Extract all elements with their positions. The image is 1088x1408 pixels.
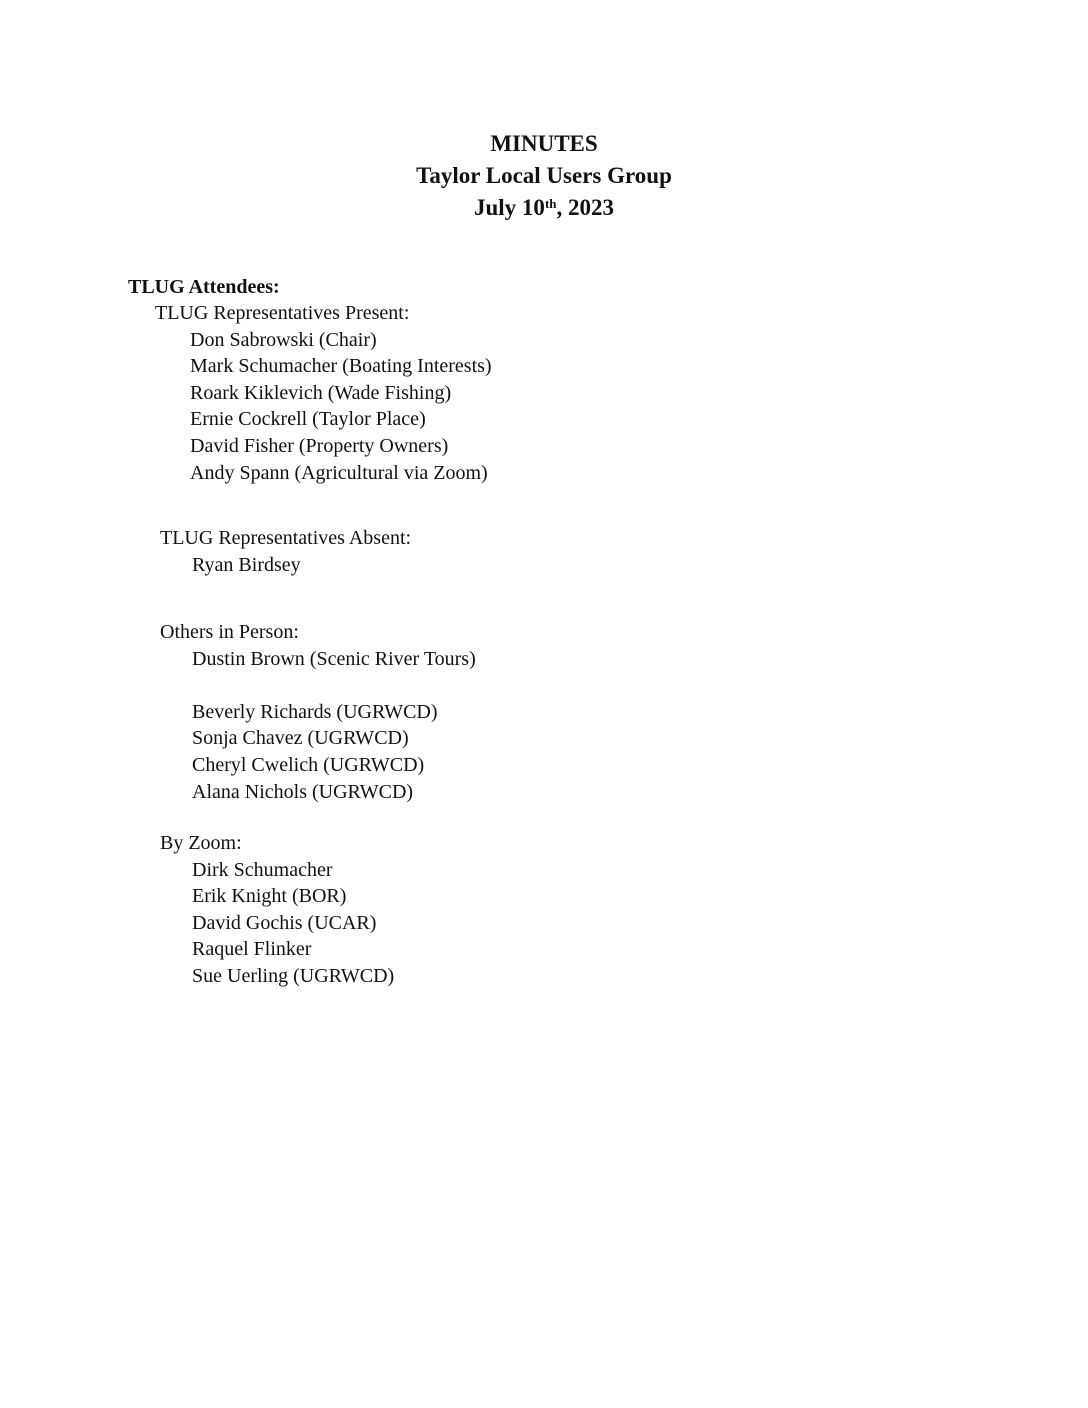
list-item: Beverly Richards (UGRWCD) — [192, 700, 438, 723]
document-title: MINUTES — [490, 131, 598, 156]
representatives-absent-label: TLUG Representatives Absent: — [160, 527, 412, 549]
organization-name: Taylor Local Users Group — [416, 163, 672, 188]
by-zoom-section — [160, 830, 394, 990]
list-item: Andy Spann (Agricultural via Zoom) — [190, 461, 488, 484]
list-item: Dustin Brown (Scenic River Tours) — [192, 647, 476, 670]
others-in-person-list — [160, 646, 476, 806]
list-item: Cheryl Cwelich (UGRWCD) — [192, 753, 425, 776]
list-item: David Fisher (Property Owners) — [190, 434, 449, 457]
list-item: Erik Knight (BOR) — [192, 885, 347, 908]
list-item: Alana Nichols (UGRWCD) — [192, 780, 414, 803]
list-item: Sue Uerling (UGRWCD) — [192, 964, 395, 987]
representatives-absent-section — [160, 525, 411, 578]
representatives-present-section — [155, 300, 492, 486]
representatives-present-list — [155, 327, 492, 487]
others-in-person-section — [160, 619, 476, 805]
attendees-heading: TLUG Attendees: — [128, 276, 280, 298]
list-item: Sonja Chavez (UGRWCD) — [192, 727, 409, 750]
list-spacer — [192, 672, 476, 699]
list-item: David Gochis (UCAR) — [192, 911, 377, 934]
list-item: Raquel Flinker — [192, 938, 312, 961]
list-item: Ernie Cockrell (Taylor Place) — [190, 408, 426, 431]
meeting-date — [0, 192, 1088, 224]
representatives-present-label: TLUG Representatives Present: — [155, 302, 410, 324]
list-item: Ryan Birdsey — [192, 553, 301, 576]
others-in-person-label: Others in Person: — [160, 621, 299, 643]
meeting-date-month-day: July 10 — [474, 195, 545, 220]
list-item: Roark Kiklevich (Wade Fishing) — [190, 381, 452, 404]
by-zoom-label: By Zoom: — [160, 832, 242, 854]
meeting-date-year: , 2023 — [556, 195, 614, 220]
document-header — [0, 128, 1088, 224]
list-item: Don Sabrowski (Chair) — [190, 328, 377, 351]
list-item: Dirk Schumacher — [192, 858, 333, 881]
representatives-absent-list — [160, 552, 411, 579]
meeting-date-suffix: th — [544, 196, 557, 211]
list-item: Mark Schumacher (Boating Interests) — [190, 355, 492, 378]
by-zoom-list — [160, 857, 394, 990]
